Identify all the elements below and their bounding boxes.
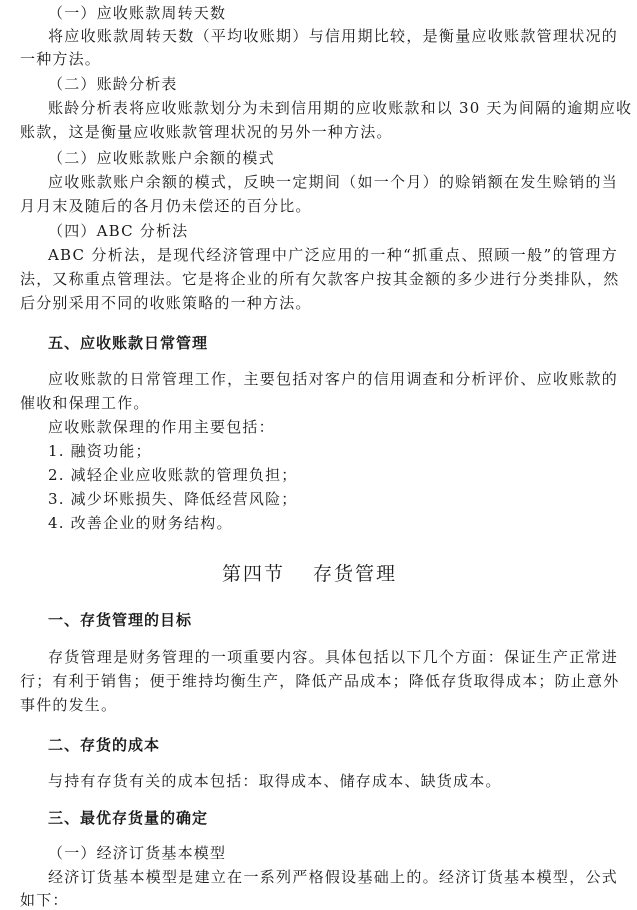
paragraph-line: 催收和保理工作。: [20, 394, 150, 412]
subheading-turnover-days: （一）应收账款周转天数: [48, 4, 227, 22]
paragraph-line: 应收账款保理的作用主要包括：: [48, 418, 275, 436]
list-item: 4. 改善企业的财务结构。: [48, 514, 233, 532]
paragraph-line: ABC 分析法，是现代经济管理中广泛应用的一种“抓重点、照顾一般”的管理方: [48, 246, 618, 264]
paragraph-line: 存货管理是财务管理的一项重要内容。具体包括以下几个方面：保证生产正常进: [48, 648, 618, 666]
heading-optimal-inventory: 三、最优存货量的确定: [48, 809, 209, 827]
paragraph-line: 将应收账款周转天数（平均收账期）与信用期比较，是衡量应收账款管理状况的: [48, 27, 618, 45]
paragraph-line: 经济订货基本模型是建立在一系列严格假设基础上的。经济订货基本模型，公式: [48, 868, 618, 886]
paragraph-line: 事件的发生。: [20, 696, 118, 714]
list-item: 3. 减少坏账损失、降低经营风险；: [48, 490, 298, 508]
paragraph-line: 账龄分析表将应收账款划分为未到信用期的应收账款和以 30 天为间隔的逾期应收: [48, 99, 633, 117]
paragraph-line: 月月末及随后的各月仍未偿还的百分比。: [20, 197, 312, 215]
paragraph-line: 应收账款的日常管理工作，主要包括对客户的信用调查和分析评价、应收账款的: [48, 370, 618, 388]
heading-inventory-cost: 二、存货的成本: [48, 736, 161, 754]
paragraph-line: 应收账款账户余额的模式，反映一定期间（如一个月）的赊销额在发生赊销的当: [48, 173, 618, 191]
section-number: 第四节: [222, 563, 286, 585]
paragraph-line: 一种方法。: [20, 50, 102, 68]
list-item: 2. 减轻企业应收账款的管理负担；: [48, 466, 298, 484]
paragraph-line: 与持有存货有关的成本包括：取得成本、储存成本、缺货成本。: [48, 772, 502, 790]
paragraph-line: 行；有利于销售；便于维持均衡生产，降低产品成本；降低存货取得成本；防止意外: [20, 672, 620, 690]
subheading-balance-pattern: （二）应收账款账户余额的模式: [48, 149, 275, 167]
section-title: [222, 561, 397, 587]
section-name: 存货管理: [313, 563, 398, 585]
subheading-aging-schedule: （二）账龄分析表: [48, 75, 178, 93]
paragraph-line: 如下：: [20, 891, 69, 909]
paragraph-line: 法，又称重点管理法。它是将企业的所有欠款客户按其金额的多少进行分类排队，然: [20, 270, 620, 288]
heading-receivables-daily-management: 五、应收账款日常管理: [48, 334, 209, 352]
subheading-eoq-model: （一）经济订货基本模型: [48, 844, 227, 862]
heading-inventory-goal: 一、存货管理的目标: [48, 611, 193, 629]
paragraph-line: 后分别采用不同的收账策略的一种方法。: [20, 294, 312, 312]
paragraph-line: 账款，这是衡量应收账款管理状况的另外一种方法。: [20, 123, 393, 141]
subheading-abc-analysis: （四）ABC 分析法: [48, 222, 189, 240]
list-item: 1. 融资功能；: [48, 442, 152, 460]
